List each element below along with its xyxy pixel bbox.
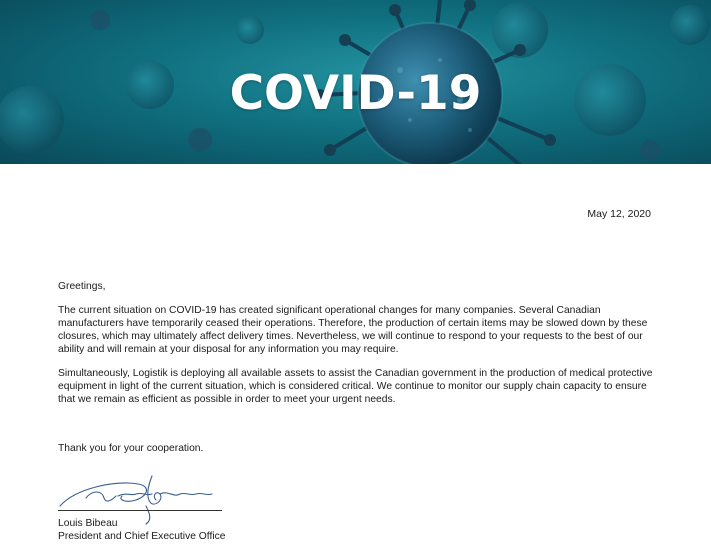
signer-title: President and Chief Executive Office <box>58 531 226 542</box>
paragraph-1: The current situation on COVID-19 has created significant operational changes for many companies. Several Canadian manufacturers have temporarily ceased their operations. Therefore, the production of certain items may be slowed down by these closures, which may ultimately affect delivery times. Nevertheless, we will continue to respond to your requests to the best of our ability and will remain at your disposal for any information you may require. <box>58 305 648 355</box>
closing-line: Thank you for your cooperation. <box>58 443 204 454</box>
paragraph-2: Simultaneously, Logistik is deploying all available assets to assist the Canadian government in the production of medical protective equipment in light of the current situation, which is considered critical. We continue to monitor our supply chain capacity to ensure that we remain as efficient as possible in order to meet your urgent needs. <box>58 368 653 405</box>
covid-banner <box>0 0 711 164</box>
signer-name: Louis Bibeau <box>58 518 118 529</box>
banner-title: COVID-19 <box>229 66 482 121</box>
signature-line <box>58 510 222 511</box>
greeting: Greetings, <box>58 281 106 292</box>
letter-date: May 12, 2020 <box>587 208 651 220</box>
letter-body <box>58 280 658 417</box>
